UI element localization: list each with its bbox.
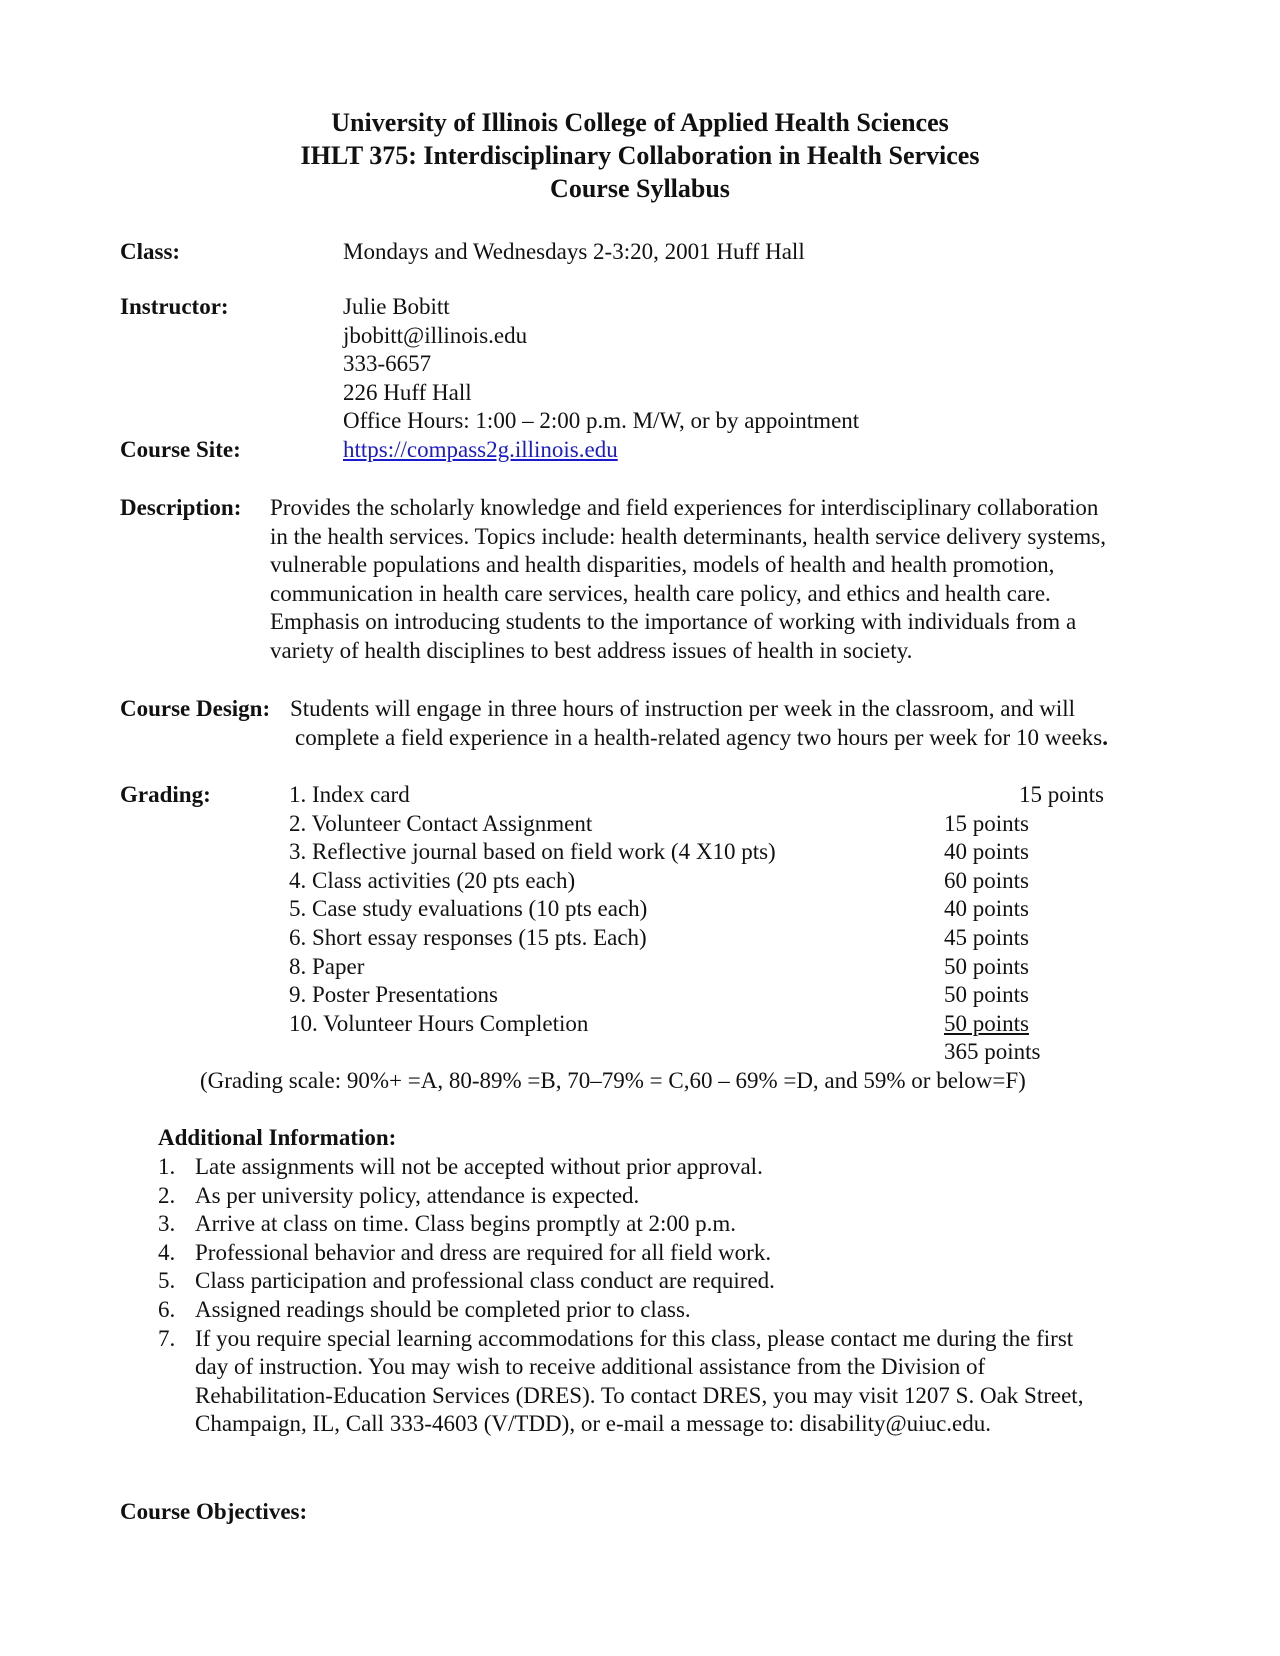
class-value: Mondays and Wednesdays 2-3:20, 2001 Huff Hall — [343, 239, 805, 264]
list-text — [195, 1153, 763, 1182]
list-text — [195, 1210, 736, 1239]
grading-item-name: 8. Paper — [289, 953, 365, 979]
list-text — [195, 1267, 775, 1296]
course-design-line-text: complete a field experience in a health-related agency two hours per week for 10 weeks — [295, 724, 1103, 750]
additional-info-list — [158, 1153, 1178, 1439]
instructor-name: Julie Bobitt — [343, 294, 450, 319]
list-item — [158, 1153, 1178, 1182]
grading-item-name: 1. Index card — [289, 782, 410, 807]
list-line: Assigned readings should be completed prior to class. — [195, 1296, 691, 1322]
list-line: Class participation and professional class conduct are required. — [195, 1268, 775, 1294]
instructor-label: Instructor: — [120, 294, 229, 319]
list-item — [158, 1239, 1178, 1268]
list-number: 4. — [158, 1239, 176, 1265]
list-item — [158, 1296, 1178, 1325]
course-site-link[interactable]: https://compass2g.illinois.edu — [343, 437, 618, 462]
grading-item-points: 45 points — [944, 924, 1029, 950]
grading-item-name: 10. Volunteer Hours Completion — [289, 1010, 589, 1036]
grading-item-points: 15 points — [1019, 782, 1104, 807]
description-line: Emphasis on introducing students to the importance of working with individuals from a — [270, 609, 1077, 635]
course-design-label: Course Design: — [120, 696, 271, 721]
list-line: Champaign, IL, Call 333-4603 (V/TDD), or e-mail a message to: disability@uiuc.edu. — [195, 1411, 991, 1437]
grading-scale: (Grading scale: 90%+ =A, 80-89% =B, 70–79% = C,60 – 69% =D, and 59% or below=F) — [200, 1068, 1026, 1093]
additional-info-heading: Additional Information: — [158, 1125, 397, 1150]
course-site-label: Course Site: — [120, 437, 241, 462]
list-item — [158, 1267, 1178, 1296]
list-line: Late assignments will not be accepted without prior approval. — [195, 1154, 763, 1179]
list-line: Professional behavior and dress are required for all field work. — [195, 1239, 772, 1265]
grading-item-points-underlined: 50 points — [944, 1010, 1029, 1036]
description-line: communication in health care services, health care policy, and ethics and health care. — [270, 580, 1051, 606]
course-objectives-heading: Course Objectives: — [120, 1499, 308, 1524]
document-header — [0, 106, 1280, 205]
grading-total: 365 points — [944, 1039, 1041, 1065]
description-label: Description: — [120, 495, 242, 520]
list-number: 6. — [158, 1296, 176, 1322]
grading-points-list — [944, 781, 1104, 1067]
grading-item-points: 50 points — [944, 982, 1029, 1008]
instructor-contact — [343, 293, 859, 436]
grading-item-name: 2. Volunteer Contact Assignment — [289, 810, 593, 836]
list-text — [195, 1325, 1083, 1439]
grading-item-points: 15 points — [944, 810, 1029, 836]
grading-item-name: 9. Poster Presentations — [289, 982, 498, 1008]
list-item — [158, 1325, 1178, 1439]
grading-item-points: 50 points — [944, 953, 1029, 979]
list-item — [158, 1182, 1178, 1211]
course-title: IHLT 375: Interdisciplinary Collaboration in Health Services — [300, 141, 980, 170]
description-line: variety of health disciplines to best address issues of health in society. — [270, 637, 913, 663]
instructor-email: jbobitt@illinois.edu — [343, 322, 528, 348]
instructor-phone: 333-6657 — [343, 351, 432, 377]
course-design-line: Students will engage in three hours of instruction per week in the classroom, and will — [290, 696, 1076, 721]
class-label: Class: — [120, 239, 181, 264]
instructor-office: 226 Huff Hall — [343, 379, 472, 405]
list-number: 3. — [158, 1211, 176, 1237]
grading-item-points — [944, 1010, 1104, 1039]
course-design-text — [290, 695, 1108, 752]
course-design-period: . — [1102, 724, 1108, 750]
grading-label: Grading: — [120, 782, 211, 807]
list-text — [195, 1239, 771, 1268]
grading-item-name: 3. Reflective journal based on field work (4 X10 pts) — [289, 839, 776, 865]
list-item — [158, 1210, 1178, 1239]
list-number: 7. — [158, 1325, 176, 1351]
office-hours: Office Hours: 1:00 – 2:00 p.m. M/W, or by appointment — [343, 408, 860, 434]
grading-item-name: 5. Case study evaluations (10 pts each) — [289, 896, 648, 922]
list-number: 2. — [158, 1182, 176, 1208]
grading-item-points: 40 points — [944, 896, 1029, 922]
grading-item-list — [289, 781, 776, 1038]
description-line: vulnerable populations and health disparities, models of health and health promotion, — [270, 552, 1055, 578]
list-number: 1. — [158, 1154, 176, 1179]
description-line: in the health services. Topics include: health determinants, health service delivery systems, — [270, 523, 1106, 549]
grading-item-name: 6. Short essay responses (15 pts. Each) — [289, 924, 647, 950]
grading-item-name: 4. Class activities (20 pts each) — [289, 867, 576, 893]
description-line: Provides the scholarly knowledge and field experiences for interdisciplinary collaboration — [270, 495, 1099, 520]
list-text — [195, 1182, 639, 1211]
list-line: As per university policy, attendance is expected. — [195, 1182, 640, 1208]
grading-item-points: 60 points — [944, 867, 1029, 893]
list-line: If you require special learning accommodations for this class, please contact me during the first — [195, 1325, 1074, 1351]
syllabus-title: Course Syllabus — [550, 174, 730, 203]
description-text — [270, 494, 1190, 666]
list-text — [195, 1296, 691, 1325]
list-line: Arrive at class on time. Class begins promptly at 2:00 p.m. — [195, 1211, 737, 1237]
grading-item-points: 40 points — [944, 839, 1029, 865]
list-line: day of instruction. You may wish to receive additional assistance from the Division of — [195, 1354, 986, 1380]
course-design-line — [290, 724, 1108, 753]
list-number: 5. — [158, 1268, 176, 1294]
university-title: University of Illinois College of Applied Health Sciences — [331, 108, 949, 137]
list-line: Rehabilitation-Education Services (DRES). To contact DRES, you may visit 1207 S. Oak Street, — [195, 1382, 1084, 1408]
